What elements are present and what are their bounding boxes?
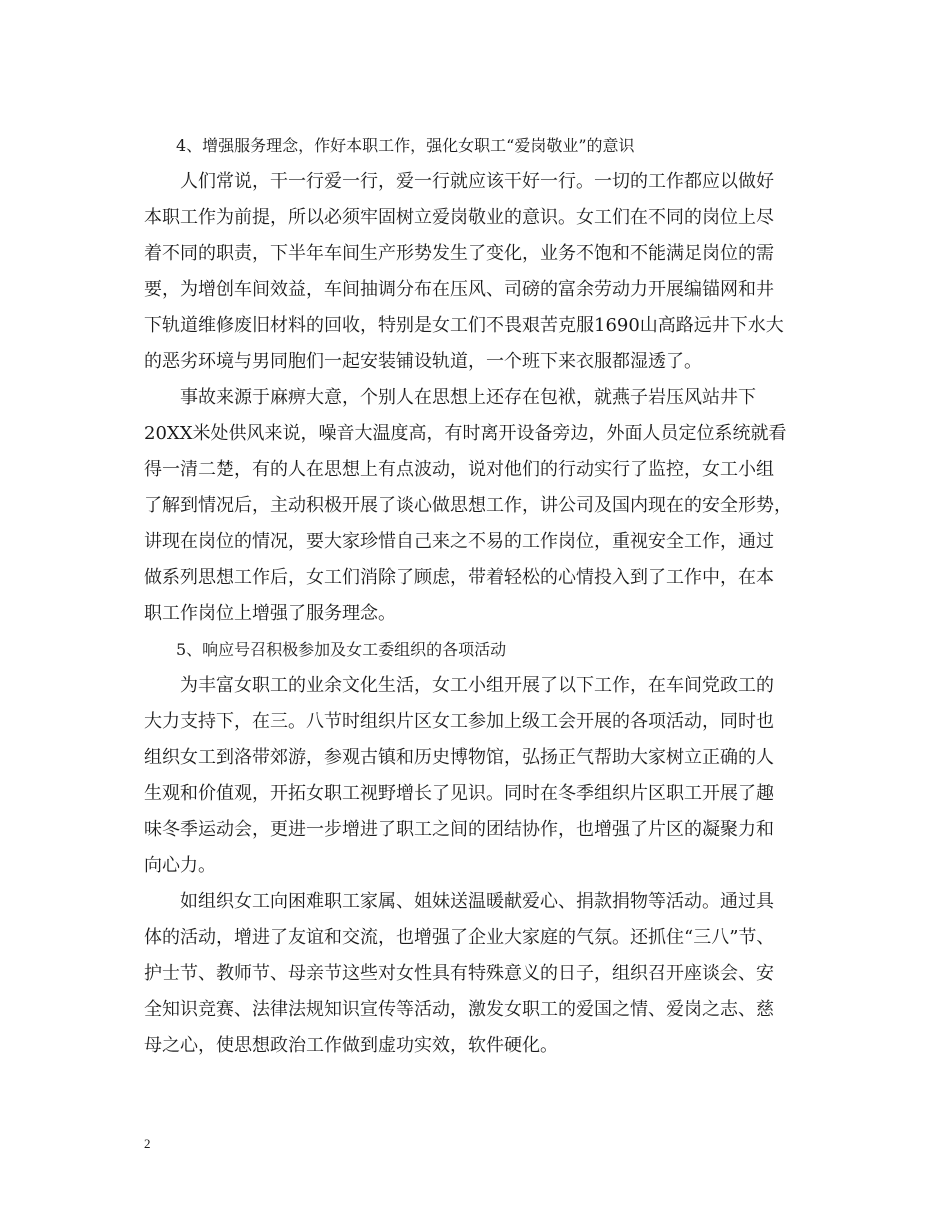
paragraph-line: 母之心，使思想政治工作做到虚功实效，软件硬化。 [144, 1035, 558, 1056]
paragraph-line: 事故来源于麻痹大意，个别人在思想上还存在包袱，就燕子岩压风站井下 [180, 387, 756, 408]
paragraph-line: 全知识竞赛、法律法规知识宣传等活动，激发女职工的爱国之情、爱岗之志、慈 [144, 999, 774, 1020]
paragraph-line: 本职工作为前提，所以必须牢固树立爱岗敬业的意识。女工们在不同的岗位上尽 [144, 207, 774, 228]
paragraph-line: 职工作岗位上增强了服务理念。 [144, 603, 396, 624]
paragraph-line: 20XX米处供风来说，噪音大温度高，有时离开设备旁边，外面人员定位系统就看 [144, 423, 787, 444]
paragraph-line: 为丰富女职工的业余文化生活，女工小组开展了以下工作，在车间党政工的 [180, 675, 774, 696]
document-body [144, 128, 808, 1064]
paragraph-line: 大力支持下，在三。八节时组织片区女工参加上级工会开展的各项活动，同时也 [144, 711, 774, 732]
paragraph-line: 着不同的职责，下半年车间生产形势发生了变化，业务不饱和不能满足岗位的需 [144, 243, 774, 264]
paragraph [144, 668, 808, 884]
paragraph [144, 164, 808, 380]
paragraph-line: 组织女工到洛带郊游，参观古镇和历史博物馆，弘扬正气帮助大家树立正确的人 [144, 747, 774, 768]
page-number: 2 [144, 1136, 151, 1151]
paragraph-line: 了解到情况后，主动积极开展了谈心做思想工作，讲公司及国内现在的安全形势， [144, 495, 792, 516]
paragraph-line: 味冬季运动会，更进一步增进了职工之间的团结协作，也增强了片区的凝聚力和 [144, 819, 774, 840]
paragraph-line: 讲现在岗位的情况，要大家珍惜自己来之不易的工作岗位，重视安全工作，通过 [144, 531, 774, 552]
paragraph [144, 884, 808, 1064]
paragraph-line: 体的活动，增进了友谊和交流，也增强了企业大家庭的气氛。还抓住“三八”节、 [144, 927, 775, 948]
paragraph-line: 向心力。 [144, 855, 216, 876]
paragraph-line: 得一清二楚，有的人在思想上有点波动，说对他们的行动实行了监控，女工小组 [144, 459, 774, 480]
paragraph-line: 护士节、教师节、母亲节这些对女性具有特殊意义的日子，组织召开座谈会、安 [144, 963, 774, 984]
paragraph-line: 下轨道维修废旧材料的回收，特别是女工们不畏艰苦克服1690山高路远井下水大 [144, 315, 784, 336]
paragraph-line: 如组织女工向困难职工家属、姐妹送温暖献爱心、捐款捐物等活动。通过具 [180, 891, 774, 912]
section-heading-4: 4、增强服务理念，作好本职工作，强化女职工“爱岗敬业”的意识 [176, 136, 635, 155]
section-heading-5: 5、响应号召积极参加及女工委组织的各项活动 [176, 640, 507, 659]
paragraph-line: 生观和价值观，开拓女职工视野增长了见识。同时在冬季组织片区职工开展了趣 [144, 783, 774, 804]
paragraph-line: 做系列思想工作后，女工们消除了顾虑，带着轻松的心情投入到了工作中，在本 [144, 567, 774, 588]
paragraph [144, 380, 808, 632]
paragraph-line: 人们常说，干一行爱一行，爱一行就应该干好一行。一切的工作都应以做好 [180, 171, 774, 192]
paragraph-line: 要，为增创车间效益，车间抽调分布在压风、司磅的富余劳动力开展编锚网和井 [144, 279, 774, 300]
paragraph-line: 的恶劣环境与男同胞们一起安装铺设轨道，一个班下来衣服都湿透了。 [144, 351, 702, 372]
